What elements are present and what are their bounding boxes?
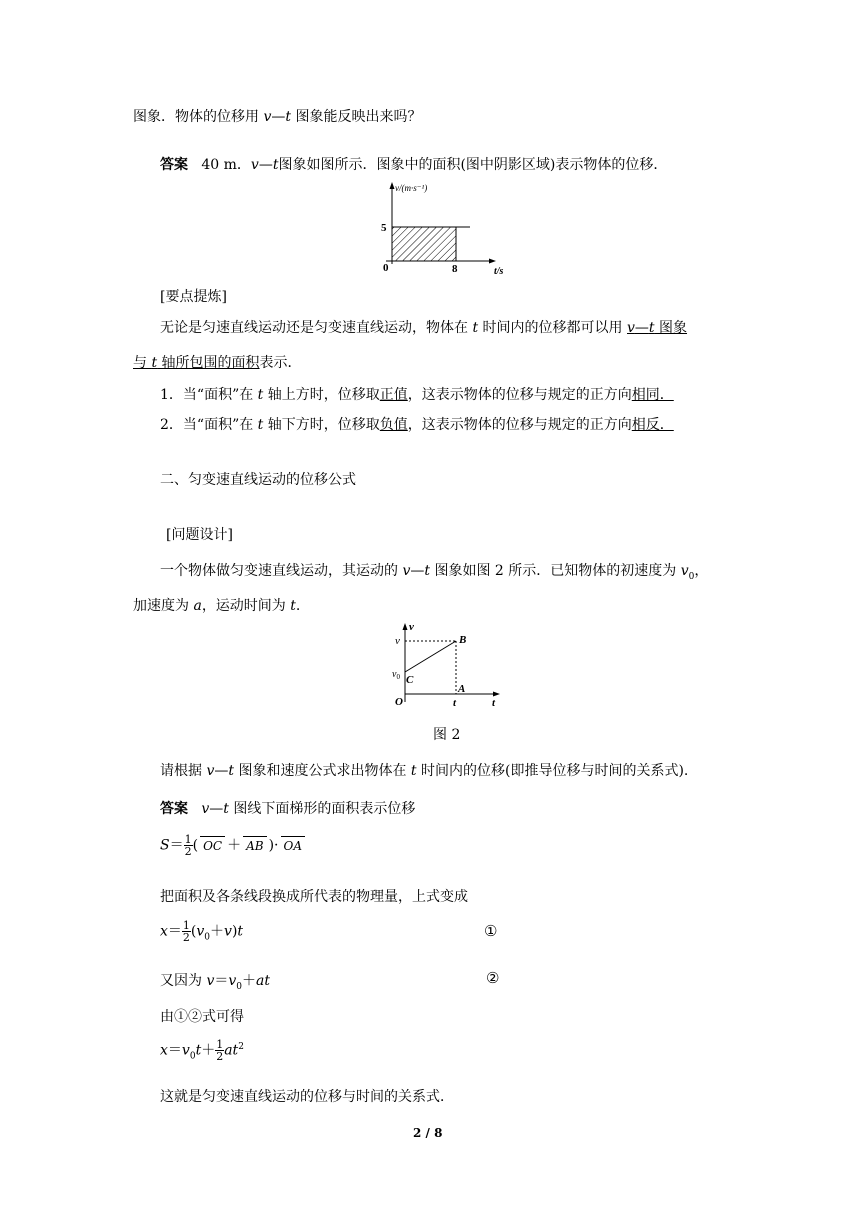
key-point-item-1: [160, 384, 674, 404]
text: .: [295, 598, 301, 614]
paren: ): [231, 923, 238, 940]
var-at: at: [224, 1042, 239, 1059]
equals: ＝: [214, 973, 229, 989]
answer-value: 40 m．: [201, 157, 251, 173]
origin-label: O: [395, 696, 403, 708]
formula-2-mark: ②: [486, 969, 500, 987]
page-number: 2 / 8: [413, 1126, 443, 1140]
var-t: t: [257, 417, 264, 433]
question-line1: [160, 560, 708, 582]
x-axis-label: t/s: [494, 266, 504, 277]
var-t: t: [472, 320, 479, 336]
var-v0: v: [228, 973, 237, 989]
superscript: 2: [238, 1041, 244, 1052]
var-v: v: [263, 109, 272, 125]
key-points-para-line2: [133, 352, 302, 372]
figure2-caption: 图 2: [433, 727, 461, 743]
text: 请根据: [160, 763, 207, 779]
x-tick-label: 8: [452, 263, 458, 275]
underlined-answer: [627, 320, 687, 336]
numerator: 1: [216, 1038, 224, 1051]
var-t: t: [223, 801, 229, 817]
answer-label: 答案: [160, 157, 188, 173]
text: 无论是匀速直线运动还是匀变速直线运动，物体在: [160, 320, 473, 336]
text: 图象和速度公式求出物体在: [234, 763, 411, 779]
dash: —: [214, 763, 229, 779]
var-t: t: [285, 109, 292, 125]
text: 图象: [654, 320, 688, 336]
intro-line: [133, 106, 421, 126]
var-t: t: [290, 598, 296, 614]
text: 一个物体做匀变速直线运动，其运动的: [160, 563, 403, 579]
var-t: t: [195, 1042, 202, 1059]
text: 轴上方时，位移取: [263, 387, 380, 403]
var-v: v: [206, 763, 215, 779]
formula-1: [160, 920, 243, 943]
plus: ＋: [201, 1042, 216, 1059]
var-v: v: [627, 320, 635, 336]
section-heading: 二、匀变速直线运动的位移公式: [160, 472, 356, 488]
text: 又因为: [160, 973, 207, 989]
var-t: t: [237, 923, 244, 940]
denominator: 2: [216, 1050, 224, 1063]
plus: ＋: [227, 837, 242, 854]
answer1-line: [160, 154, 667, 174]
dash: —: [634, 320, 649, 336]
task-line: [160, 760, 688, 780]
var-v0: v: [196, 923, 205, 940]
point-b-label: B: [459, 634, 467, 646]
dash: —: [410, 563, 425, 579]
var-s: S: [160, 837, 170, 854]
var-x: x: [160, 1042, 168, 1059]
formula-3: [160, 1039, 244, 1062]
numerator: 1: [184, 833, 192, 846]
denominator: 2: [182, 931, 190, 944]
dash: —: [258, 157, 273, 173]
var-v: v: [201, 801, 210, 817]
dash: —: [271, 109, 286, 125]
text: 轴下方时，位移取: [263, 417, 380, 433]
segment-oc: OC: [200, 836, 225, 853]
text: 表示．: [259, 355, 302, 371]
text: 与: [133, 355, 152, 371]
segment-ab: AB: [243, 836, 266, 853]
origin-label: 0: [383, 262, 389, 274]
key-points-para-line1: [160, 317, 687, 337]
key-point-item-2: [160, 414, 674, 434]
key-points-title: [要点提炼]: [160, 289, 227, 305]
text: 时间内的位移(即推导位移与时间的关系式).: [416, 763, 689, 779]
x-axis-label: t: [492, 697, 496, 709]
v-label: v: [395, 635, 400, 647]
convert-text: 把面积及各条线段换成所代表的物理量，上式变成: [160, 889, 468, 905]
underlined-answer: [133, 355, 260, 371]
plus: ＋: [242, 973, 257, 989]
text: ，: [694, 563, 709, 579]
var-t: t: [228, 763, 235, 779]
y-axis-label: v/(m·s⁻¹): [395, 183, 428, 193]
answer-text: 图象如图所示．图象中的面积(图中阴影区域)表示物体的位移．: [278, 157, 668, 173]
formula-1-mark: ①: [484, 922, 498, 940]
y-tick-label: 5: [381, 222, 387, 234]
dash: —: [209, 801, 224, 817]
var-t: t: [648, 320, 655, 336]
subscript: 0: [189, 1051, 196, 1062]
var-v0: v: [680, 563, 689, 579]
text: ，运动时间为: [201, 598, 291, 614]
point-c-label: C: [406, 674, 414, 686]
segment-oa: OA: [281, 836, 306, 853]
question-title: [问题设计]: [166, 527, 233, 543]
var-t: t: [272, 157, 279, 173]
intro-text: 图象．物体的位移用: [133, 109, 264, 125]
paren: )·: [268, 837, 279, 854]
figure1-vt-graph: [370, 180, 520, 280]
var-t: t: [151, 355, 158, 371]
var-a: a: [193, 598, 202, 614]
fraction-half: [182, 920, 191, 943]
text: 时间内的位移都可以用: [478, 320, 627, 336]
plus: ＋: [210, 923, 225, 940]
y-axis-label: v: [409, 621, 414, 633]
velocity-line: [405, 641, 456, 672]
equals: ＝: [169, 837, 184, 854]
v0-label: $v_0$: [392, 669, 400, 681]
var-at: at: [256, 973, 271, 989]
text: ，这表示物体的位移与规定的正方向: [407, 417, 632, 433]
question-line2: [133, 595, 300, 615]
var-x: x: [160, 923, 168, 940]
paren: (: [192, 837, 199, 854]
y-axis-arrow: [403, 623, 408, 630]
var-v: v: [402, 563, 411, 579]
numerator: 1: [182, 919, 190, 932]
subscript: 0: [688, 571, 695, 582]
var-t: t: [257, 387, 264, 403]
text: 轴所包围的面积: [157, 355, 260, 371]
shaded-area: [392, 227, 456, 261]
formula-area: [160, 834, 307, 857]
underlined-answer: 相反．: [631, 417, 674, 433]
underlined-answer: 正值: [379, 387, 408, 403]
var-v: v: [250, 157, 259, 173]
subscript: 0: [204, 932, 211, 943]
intro-text-end: 图象能反映出来吗？: [291, 109, 422, 125]
var-t: t: [424, 563, 431, 579]
x-axis-arrow: [493, 692, 500, 697]
answer-text: 图线下面梯形的面积表示位移: [228, 801, 416, 817]
subscript: 0: [236, 981, 243, 992]
text: 2．当“面积”在: [160, 417, 258, 433]
var-v0: v: [181, 1042, 190, 1059]
fraction-half: [215, 1039, 224, 1062]
point-a-label: A: [458, 683, 466, 695]
text: ，这表示物体的位移与规定的正方向: [407, 387, 632, 403]
text: 图象如图 2 所示．已知物体的初速度为: [430, 563, 681, 579]
x-axis-arrow: [489, 259, 496, 264]
t-label: t: [453, 697, 457, 709]
text: 1．当“面积”在: [160, 387, 258, 403]
conclusion-text: 这就是匀变速直线运动的位移与时间的关系式．: [160, 1089, 454, 1105]
paren: (: [190, 923, 197, 940]
answer-label: 答案: [160, 801, 188, 817]
formula-2: [160, 970, 270, 992]
denominator: 2: [184, 845, 192, 858]
equals: ＝: [167, 923, 182, 940]
var-t: t: [410, 763, 417, 779]
var-v: v: [206, 973, 215, 989]
answer2-line: [160, 798, 415, 818]
y-axis-arrow: [390, 182, 395, 189]
figure2-vt-graph: [388, 620, 508, 710]
fraction-half: [184, 834, 193, 857]
var-v: v: [224, 923, 232, 940]
underlined-answer: 相同．: [631, 387, 674, 403]
underlined-answer: 负值: [379, 417, 408, 433]
text: 加速度为: [133, 598, 194, 614]
from-text: 由①②式可得: [160, 1009, 244, 1025]
equals: ＝: [167, 1042, 182, 1059]
